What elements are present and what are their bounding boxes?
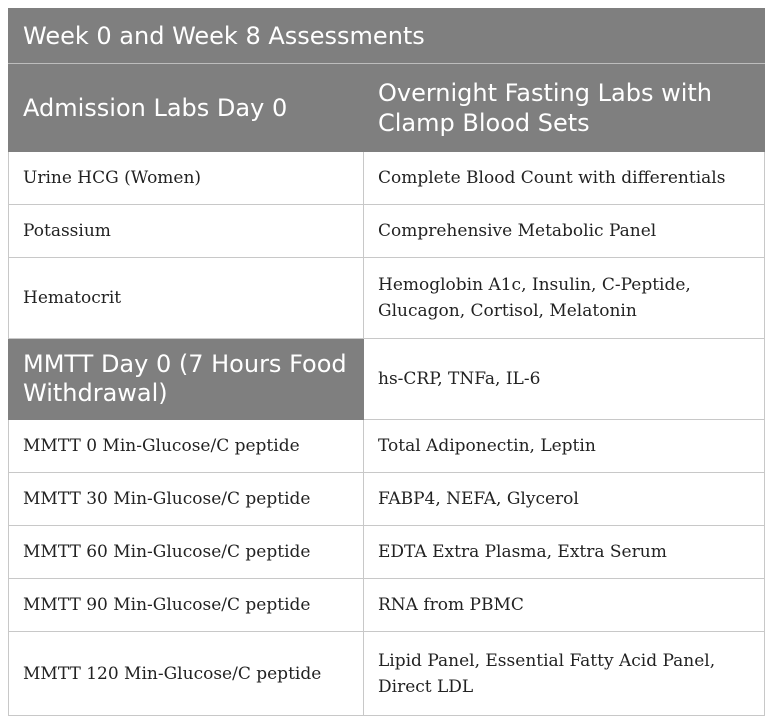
row-left-cell: MMTT 120 Min-Glucose/C peptide bbox=[9, 632, 364, 716]
column-header-fasting-labs: Overnight Fasting Labs with Clamp Blood Sets bbox=[364, 64, 765, 152]
assessment-table bbox=[8, 8, 765, 716]
assessment-table-container bbox=[8, 8, 764, 716]
row-left-cell: Potassium bbox=[9, 205, 364, 258]
table-row bbox=[9, 579, 765, 632]
row-right-cell: Hemoglobin A1c, Insulin, C-Peptide, Glucagon, Cortisol, Melatonin bbox=[364, 258, 765, 339]
row-right-cell: Complete Blood Count with differentials bbox=[364, 152, 765, 205]
table-row bbox=[9, 258, 765, 339]
column-header-admission-labs: Admission Labs Day 0 bbox=[9, 64, 364, 152]
row-left-cell: MMTT 30 Min-Glucose/C peptide bbox=[9, 473, 364, 526]
row-left-cell: MMTT 0 Min-Glucose/C peptide bbox=[9, 420, 364, 473]
table-row bbox=[9, 632, 765, 716]
row-right-cell: hs-CRP, TNFa, IL-6 bbox=[364, 339, 765, 420]
row-left-cell: MMTT 60 Min-Glucose/C peptide bbox=[9, 526, 364, 579]
table-row bbox=[9, 152, 765, 205]
row-right-cell: Total Adiponectin, Leptin bbox=[364, 420, 765, 473]
table-header-row bbox=[9, 64, 765, 152]
table-row bbox=[9, 526, 765, 579]
row-right-cell: EDTA Extra Plasma, Extra Serum bbox=[364, 526, 765, 579]
subheader-mmtt-day-0: MMTT Day 0 (7 Hours Food Withdrawal) bbox=[9, 339, 364, 420]
row-right-cell: Comprehensive Metabolic Panel bbox=[364, 205, 765, 258]
table-title: Week 0 and Week 8 Assessments bbox=[9, 9, 765, 64]
row-right-cell: RNA from PBMC bbox=[364, 579, 765, 632]
table-title-row bbox=[9, 9, 765, 64]
table-row bbox=[9, 205, 765, 258]
row-left-cell: Hematocrit bbox=[9, 258, 364, 339]
row-right-cell: FABP4, NEFA, Glycerol bbox=[364, 473, 765, 526]
table-row bbox=[9, 420, 765, 473]
row-left-cell: MMTT 90 Min-Glucose/C peptide bbox=[9, 579, 364, 632]
row-right-cell: Lipid Panel, Essential Fatty Acid Panel, Direct LDL bbox=[364, 632, 765, 716]
row-left-cell: Urine HCG (Women) bbox=[9, 152, 364, 205]
table-row bbox=[9, 473, 765, 526]
table-row bbox=[9, 339, 765, 420]
